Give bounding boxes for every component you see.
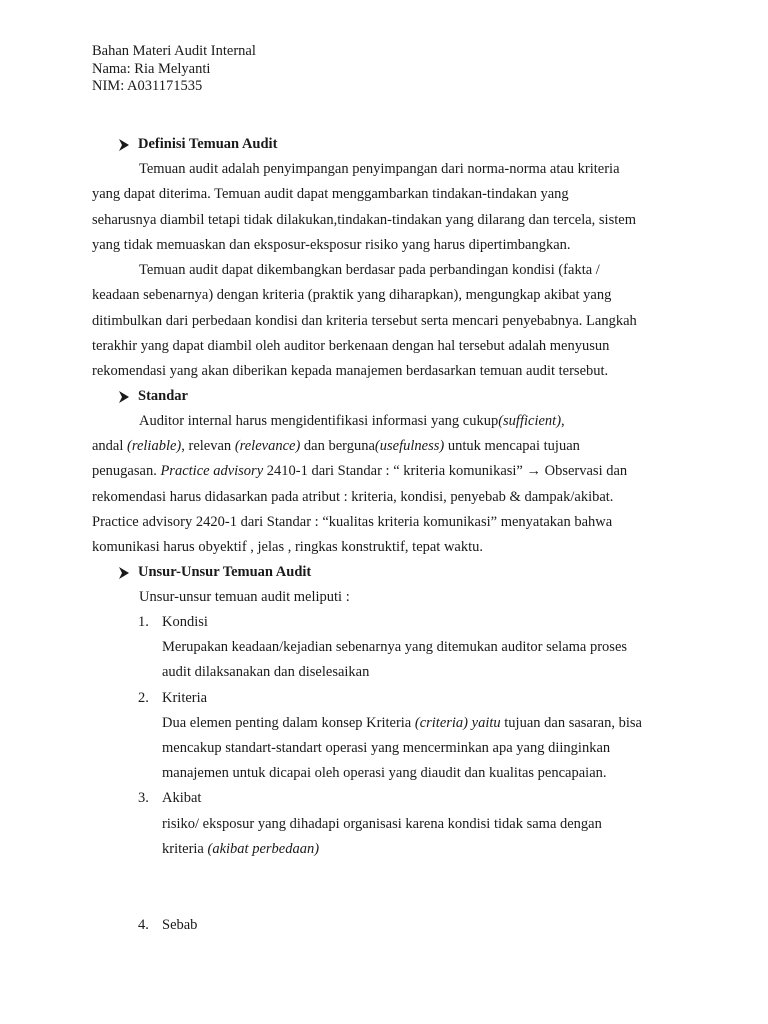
- list-item-text: manajemen untuk dicapai oleh operasi yang diaudit dan kualitas pencapaian.: [162, 765, 607, 781]
- section-title-standar: Standar: [138, 388, 188, 404]
- list-item-text: kriteria (akibat perbedaan): [162, 841, 320, 857]
- list-item-text: mencakup standart-standart operasi yang mencerminkan apa yang diinginkan: [162, 740, 611, 756]
- list-item-text: Merupakan keadaan/kejadian sebenarnya yang ditemukan auditor selama proses: [162, 639, 628, 655]
- arrowhead-bullet-icon: [118, 566, 130, 580]
- section-title-unsur: Unsur-Unsur Temuan Audit: [138, 564, 312, 580]
- paragraph-line: yang tidak memuaskan dan eksposur-eksposur risiko yang harus dipertimbangkan.: [92, 237, 571, 253]
- list-item-label: Akibat: [162, 790, 202, 806]
- paragraph-line: rekomendasi harus didasarkan pada atribut : kriteria, kondisi, penyebab & dampak/akibat.: [92, 489, 614, 505]
- section-title-definisi: Definisi Temuan Audit: [138, 136, 278, 152]
- paragraph-line: Practice advisory 2420-1 dari Standar : “kualitas kriteria komunikasi” menyatakan bahwa: [92, 514, 613, 530]
- paragraph-line: ditimbulkan dari perbedaan kondisi dan kriteria tersebut serta mencari penyebabnya. Langkah: [92, 313, 637, 329]
- header-title: Bahan Materi Audit Internal: [92, 43, 256, 59]
- list-item-label: Kriteria: [162, 690, 208, 706]
- paragraph-line: andal (reliable), relevan (relevance) dan berguna(usefulness) untuk mencapai tujuan: [92, 438, 580, 454]
- list-number: 2.: [138, 690, 149, 706]
- paragraph-line: Temuan audit adalah penyimpangan penyimpangan dari norma-norma atau kriteria: [139, 161, 620, 177]
- list-item-label: Sebab: [162, 917, 198, 933]
- list-number: 4.: [138, 917, 149, 933]
- list-item-text: risiko/ eksposur yang dihadapi organisasi karena kondisi tidak sama dengan: [162, 816, 602, 832]
- list-item-text: Dua elemen penting dalam konsep Kriteria (criteria) yaitu tujuan dan sasaran, bisa: [162, 715, 642, 731]
- paragraph-line: seharusnya diambil tetapi tidak dilakukan,tindakan-tindakan yang dilarang dan tercela, sistem: [92, 212, 636, 228]
- arrowhead-bullet-icon: [118, 138, 130, 152]
- paragraph-line: komunikasi harus obyektif , jelas , ringkas konstruktif, tepat waktu.: [92, 539, 484, 555]
- arrowhead-bullet-icon: [118, 390, 130, 404]
- paragraph-line: keadaan sebenarnya) dengan kriteria (praktik yang diharapkan), mengungkap akibat yang: [92, 287, 612, 303]
- paragraph-line: Temuan audit dapat dikembangkan berdasar pada perbandingan kondisi (fakta /: [139, 262, 600, 278]
- list-item-label: Kondisi: [162, 614, 208, 630]
- header-nim: NIM: A031171535: [92, 78, 203, 94]
- paragraph-line: yang dapat diterima. Temuan audit dapat menggambarkan tindakan-tindakan yang: [92, 186, 569, 202]
- list-number: 1.: [138, 614, 149, 630]
- list-item-text: audit dilaksanakan dan diselesaikan: [162, 664, 370, 680]
- paragraph-line: penugasan. Practice advisory 2410-1 dari Standar : “ kriteria komunikasi” → Observasi dan: [92, 463, 628, 479]
- paragraph-line: rekomendasi yang akan diberikan kepada manajemen berdasarkan temuan audit tersebut.: [92, 363, 609, 379]
- paragraph-line: terakhir yang dapat diambil oleh auditor berkenaan dengan hal tersebut adalah menyusun: [92, 338, 610, 354]
- header-name: Nama: Ria Melyanti: [92, 61, 211, 77]
- list-number: 3.: [138, 790, 149, 806]
- paragraph-line: Unsur-unsur temuan audit meliputi :: [139, 589, 350, 605]
- paragraph-line: Auditor internal harus mengidentifikasi informasi yang cukup(sufficient),: [139, 413, 565, 429]
